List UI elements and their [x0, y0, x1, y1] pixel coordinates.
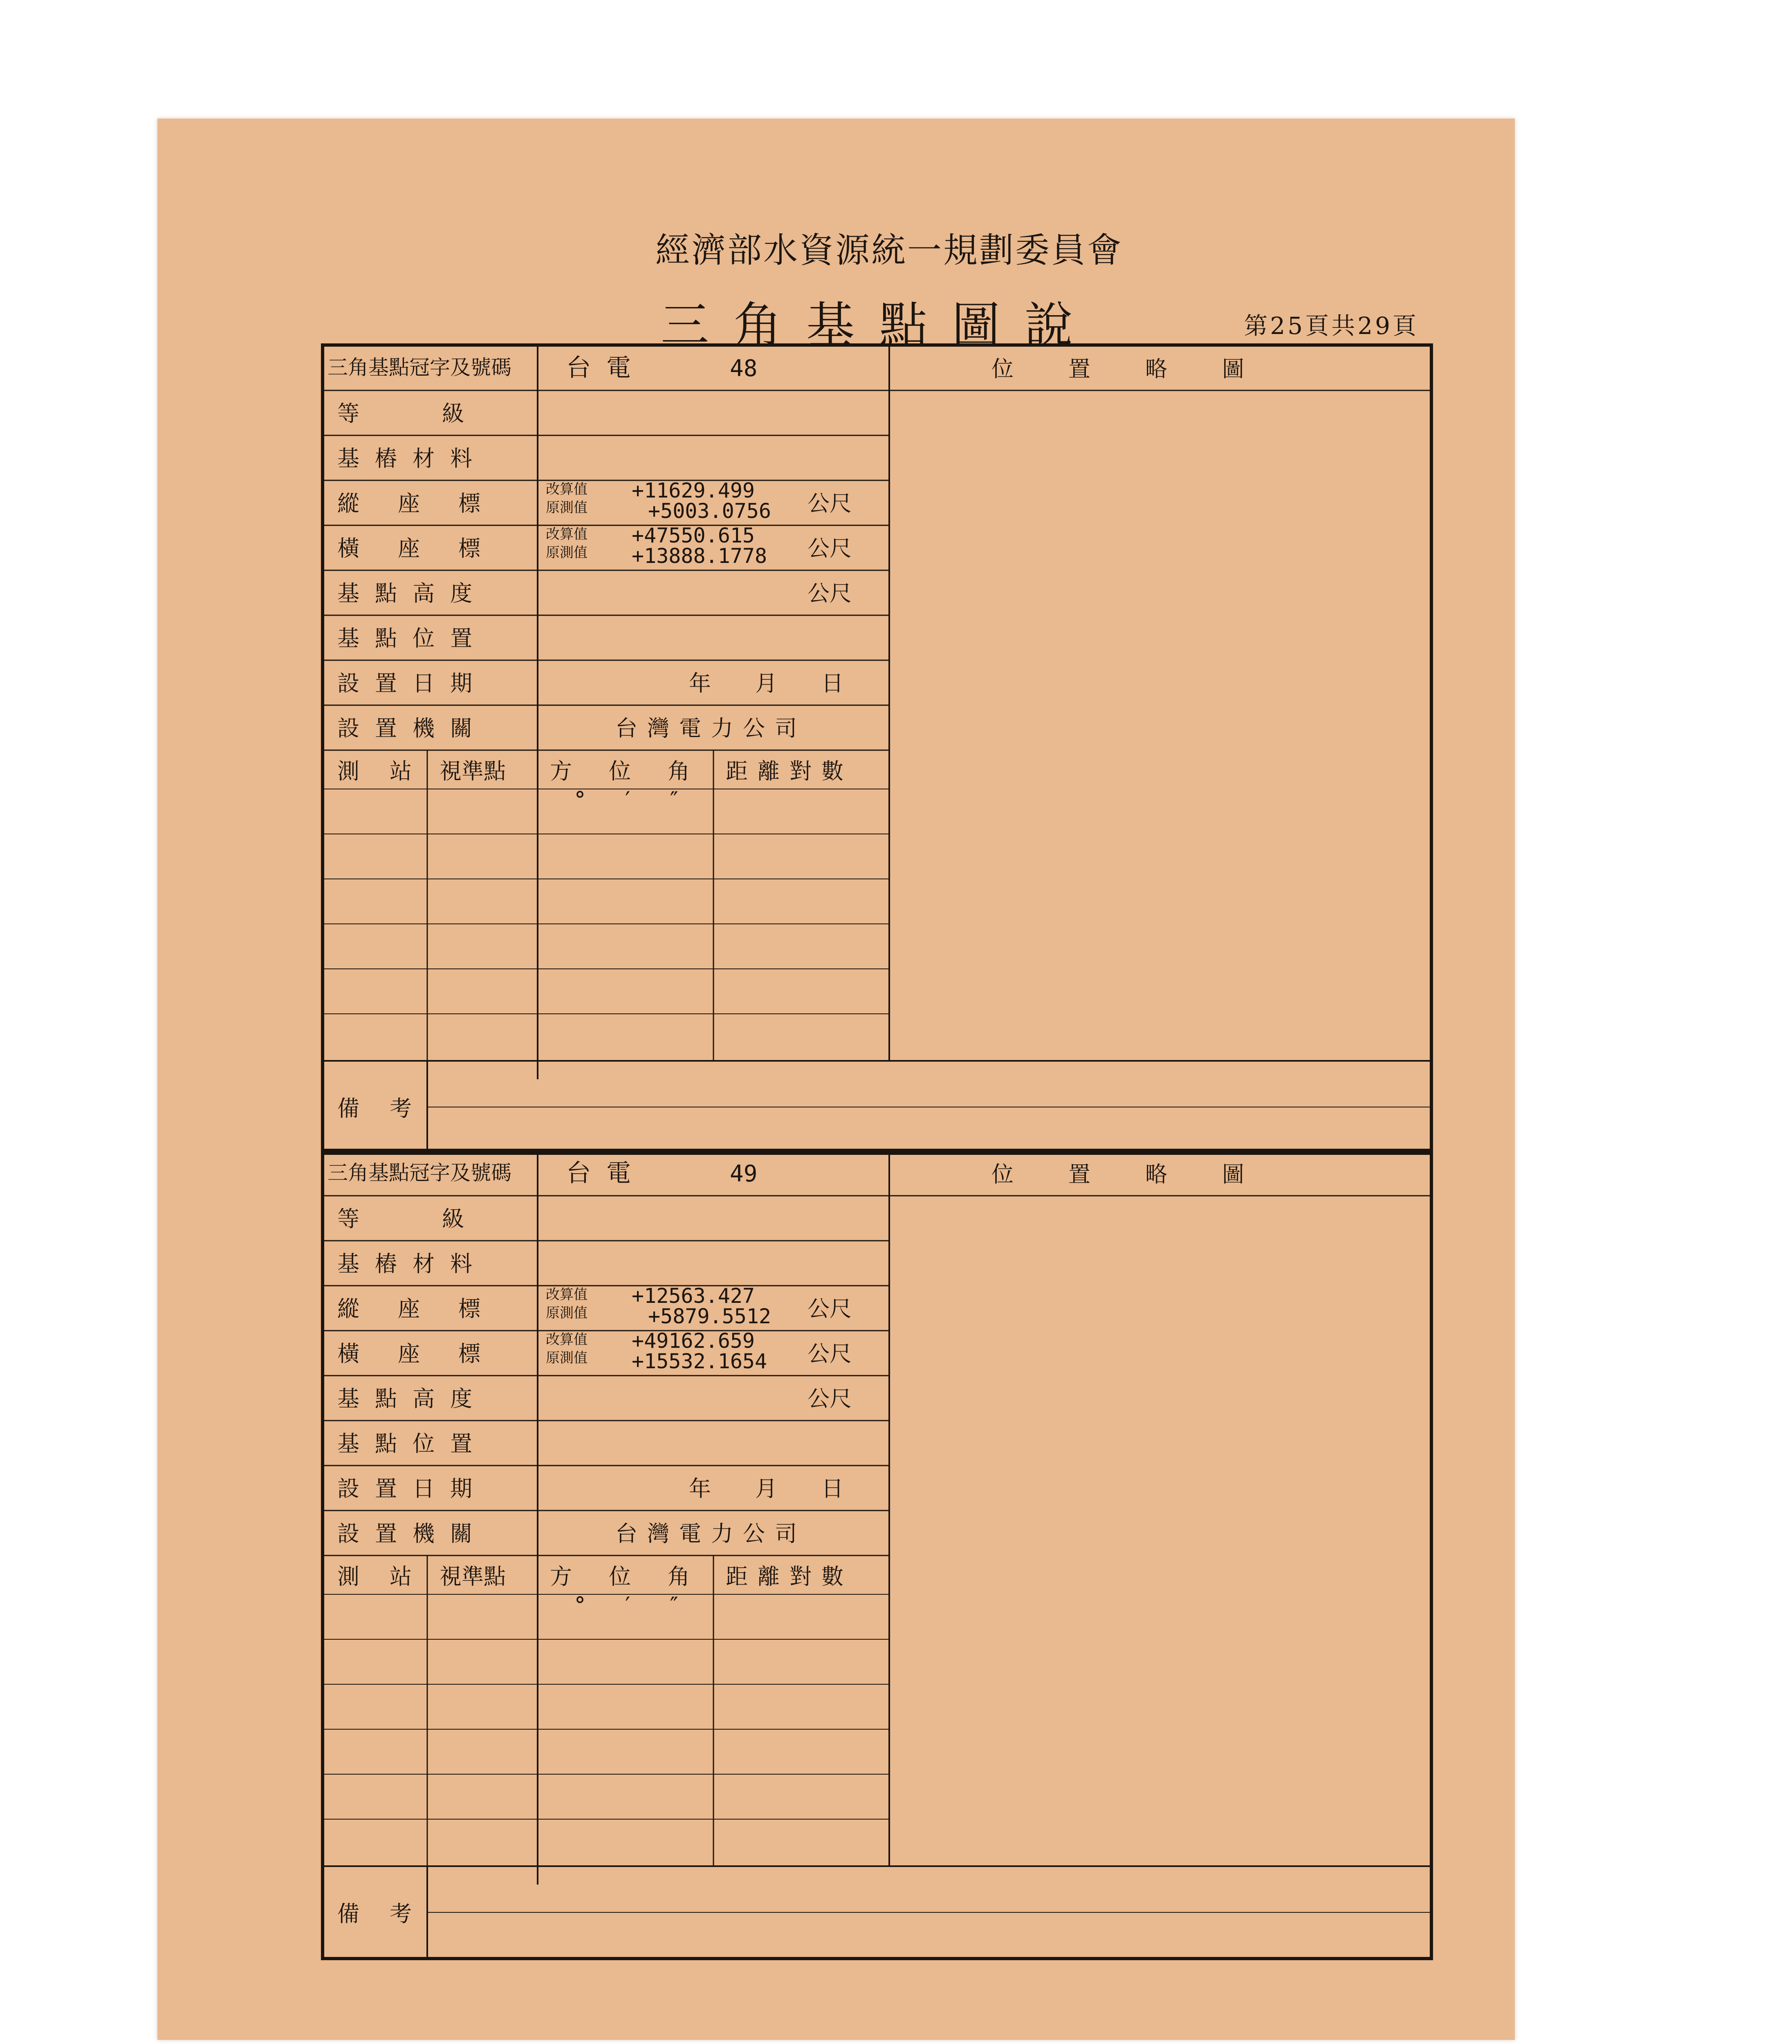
form-title: 三角基點圖說 — [660, 297, 1097, 353]
station-name-value — [566, 1161, 646, 1186]
elevation-label: 基點高度 — [337, 580, 488, 606]
remarks-label: 備 考 — [337, 1096, 416, 1121]
monument-label: 基樁材料 — [337, 1251, 488, 1277]
station-col-header: 測 站 — [337, 1564, 416, 1589]
easting-orig: +13888.1778 — [632, 544, 767, 568]
remarks-label: 備 考 — [337, 1901, 416, 1927]
northing-calc: +12563.427 — [632, 1284, 755, 1308]
easting-label: 橫 座 標 — [337, 1341, 489, 1367]
angle-units: ° ′ ″ — [574, 787, 695, 813]
azimuth-col-header: 方 位 角 — [550, 758, 697, 784]
sketch-header: 位 置 略 圖 — [991, 1161, 1260, 1187]
easting-calc: +49162.659 — [632, 1329, 755, 1353]
elevation-unit: 公尺 — [807, 580, 852, 606]
azimuth-col-header: 方 位 角 — [550, 1564, 697, 1589]
northing-calc: +11629.499 — [632, 479, 755, 502]
station-number: 48 — [730, 355, 758, 382]
sketch-header: 位 置 略 圖 — [991, 356, 1260, 382]
date-units: 年 月 日 — [689, 1476, 843, 1502]
station-name-label: 三角基點冠字及號碼 — [327, 356, 511, 379]
easting-calc-label: 改算值 — [546, 1331, 588, 1348]
agency-value: 台灣電力公司 — [615, 1521, 807, 1546]
agency-label: 設置機關 — [337, 1521, 488, 1546]
easting-label: 橫 座 標 — [337, 536, 489, 561]
station-col-header: 測 站 — [337, 758, 416, 784]
date-label: 設置日期 — [337, 1476, 488, 1502]
northing-orig: +5879.5512 — [648, 1304, 772, 1328]
monument-label: 基樁材料 — [337, 446, 488, 471]
location-label: 基點位置 — [337, 1431, 488, 1457]
easting-unit: 公尺 — [807, 536, 852, 561]
station-record-1 — [321, 343, 1433, 1155]
northing-orig-label: 原測值 — [546, 500, 588, 516]
northing-calc-label: 改算值 — [546, 1286, 588, 1303]
location-label: 基點位置 — [337, 625, 488, 651]
station-record-2 — [321, 1149, 1433, 1960]
station-name: 台電 — [566, 1159, 646, 1188]
easting-orig: +15532.1654 — [632, 1349, 767, 1373]
northing-orig-label: 原測值 — [546, 1305, 588, 1321]
station-name-label: 三角基點冠字及號碼 — [327, 1161, 511, 1185]
elevation-unit: 公尺 — [807, 1386, 852, 1412]
grade-label: 等 級 — [337, 1206, 468, 1232]
easting-unit: 公尺 — [807, 1341, 852, 1367]
agency-label: 設置機關 — [337, 715, 488, 741]
station-number: 49 — [730, 1161, 758, 1187]
easting-orig-label: 原測值 — [546, 1350, 588, 1366]
page-info: 第25頁共29頁 — [1244, 312, 1419, 340]
easting-calc: +47550.615 — [632, 524, 755, 547]
target-col-header: 視準點 — [440, 758, 506, 784]
date-units: 年 月 日 — [689, 670, 843, 696]
form-grid — [321, 343, 1433, 1155]
angle-units: ° ′ ″ — [574, 1592, 695, 1618]
easting-orig-label: 原測值 — [546, 545, 588, 561]
northing-unit: 公尺 — [807, 1296, 852, 1322]
northing-calc-label: 改算值 — [546, 481, 588, 498]
northing-label: 縱 座 標 — [337, 1296, 489, 1322]
target-col-header: 視準點 — [440, 1564, 506, 1589]
agency-value: 台灣電力公司 — [615, 715, 807, 741]
distance-col-header: 距離對數 — [726, 1564, 853, 1589]
northing-unit: 公尺 — [807, 491, 852, 516]
form-grid — [321, 1149, 1433, 1960]
station-name: 台電 — [566, 354, 646, 382]
grade-label: 等 級 — [337, 401, 468, 426]
agency-header: 經濟部水資源統一規劃委員會 — [655, 230, 1123, 270]
distance-col-header: 距離對數 — [726, 758, 853, 784]
northing-orig: +5003.0756 — [648, 499, 772, 523]
date-label: 設置日期 — [337, 670, 488, 696]
easting-calc-label: 改算值 — [546, 526, 588, 542]
northing-label: 縱 座 標 — [337, 491, 489, 516]
elevation-label: 基點高度 — [337, 1386, 488, 1412]
station-name-value — [566, 356, 646, 380]
